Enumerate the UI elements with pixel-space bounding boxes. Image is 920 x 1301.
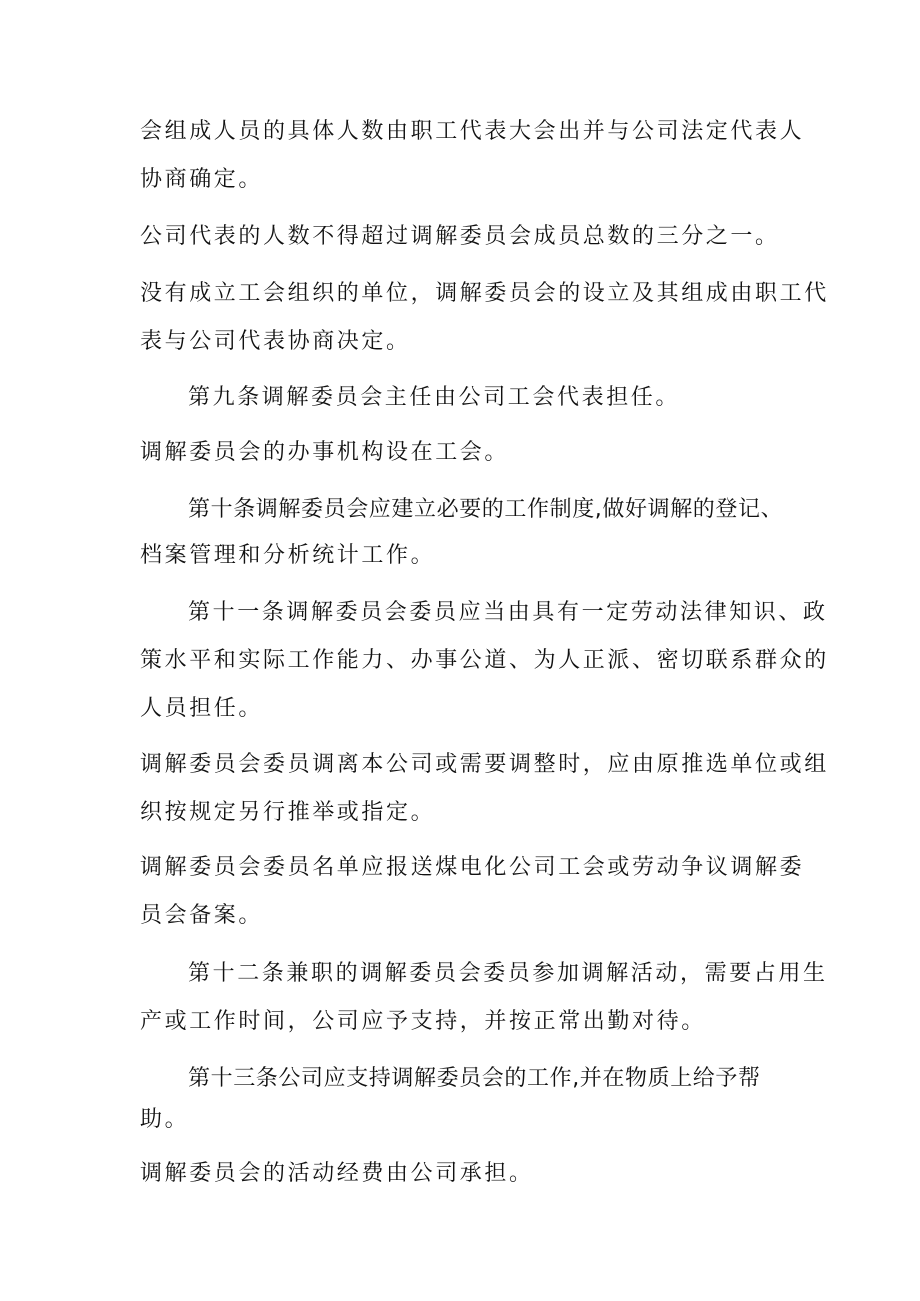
text-line: 没有成立工会组织的单位，调解委员会的设立及其组成由职工代 bbox=[140, 281, 829, 306]
text-line: 策水平和实际工作能力、办事公道、为人正派、密切联系群众的 bbox=[140, 648, 829, 673]
text-line: 第十三条公司应支持调解委员会的工作,并在物质上给予帮 bbox=[188, 1066, 761, 1091]
text-line: 协商确定。 bbox=[140, 167, 264, 192]
text-line: 调解委员会的活动经费由公司承担。 bbox=[140, 1161, 534, 1186]
text-line: 调解委员会委员调离本公司或需要调整时，应由原推选单位或组 bbox=[140, 752, 829, 777]
text-line: 表与公司代表协商决定。 bbox=[140, 329, 411, 354]
text-line: 调解委员会委员名单应报送煤电化公司工会或劳动争议调解委 bbox=[140, 855, 805, 880]
text-line: 调解委员会的办事机构设在工会。 bbox=[140, 440, 510, 465]
text-line: 第十条调解委员会应建立必要的工作制度,做好调解的登记、 bbox=[188, 497, 784, 522]
text-line: 员会备案。 bbox=[140, 903, 264, 928]
text-line: 第十二条兼职的调解委员会委员参加调解活动，需要占用生 bbox=[188, 961, 828, 986]
text-line: 公司代表的人数不得超过调解委员会成员总数的三分之一。 bbox=[140, 224, 780, 249]
text-line: 织按规定另行推举或指定。 bbox=[140, 800, 436, 825]
text-line: 产或工作时间，公司应予支持，并按正常出勤对待。 bbox=[140, 1009, 706, 1034]
text-line: 助。 bbox=[140, 1107, 190, 1132]
text-line: 第十一条调解委员会委员应当由具有一定劳动法律知识、政 bbox=[188, 600, 828, 625]
text-line: 会组成人员的具体人数由职工代表大会出并与公司法定代表人 bbox=[140, 119, 805, 144]
text-line: 第九条调解委员会主任由公司工会代表担任。 bbox=[188, 385, 681, 410]
text-line: 人员担任。 bbox=[140, 696, 264, 721]
text-line: 档案管理和分析统计工作。 bbox=[140, 543, 436, 568]
